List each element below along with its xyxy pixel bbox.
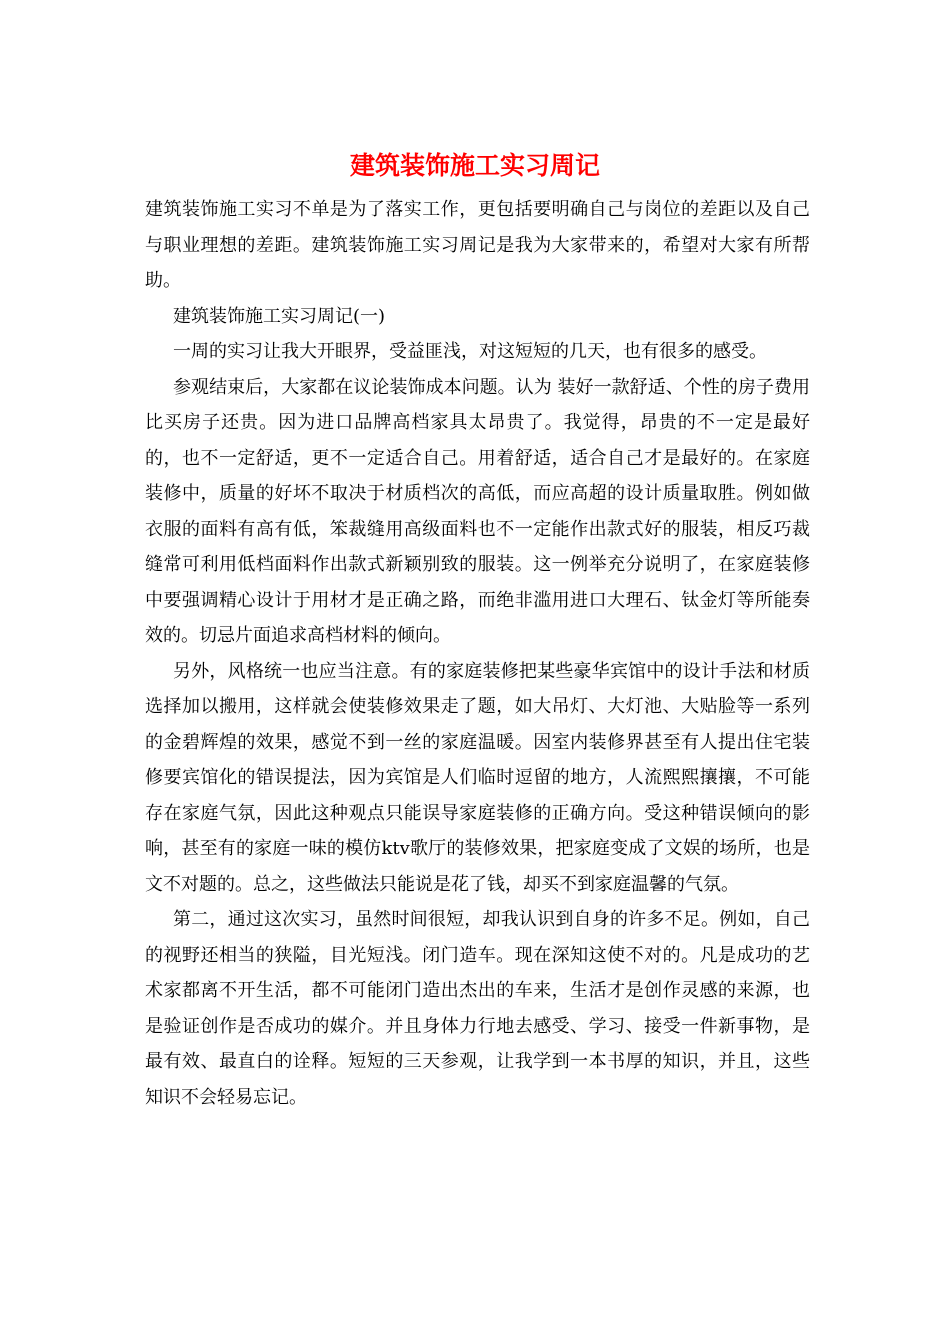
body-paragraph: 参观结束后，大家都在议论装饰成本问题。认为 装好一款舒适、个性的房子费用比买房子还贵。因为进口品牌高档家具太昂贵了。我觉得，昂贵的不一定是最好的，也不一定舒适，更不一定适合自己。用着舒适，适合自己才是最好的。在家庭装修中，质量的好坏不取决于材质档次的高低，而应高超的设计质量取胜。例如做衣服的面料有高有低，笨裁缝用高级面料也不一定能作出款式好的服装，相反巧裁缝常可利用低档面料作出款式新颖别致的服装。这一例举充分说明了，在家庭装修中要强调精心设计于用材才是正确之路，而绝非滥用进口大理石、钛金灯等所能奏效的。切忌片面追求高档材料的倾向。	[145, 376, 810, 646]
section-heading: 建筑装饰施工实习周记(一)	[173, 305, 386, 327]
body-paragraph: 另外，风格统一也应当注意。有的家庭装修把某些豪华宾馆中的设计手法和材质选择加以搬用，这样就会使装修效果走了题，如大吊灯、大灯池、大贴脸等一系列的金碧辉煌的效果，感觉不到一丝的家庭温暖。因室内装修界甚至有人提出住宅装修要宾馆化的错误提法，因为宾馆是人们临时逗留的地方，人流熙熙攘攘，不可能存在家庭气氛，因此这种观点只能误导家庭装修的正确方向。受这种错误倾向的影响，甚至有的家庭一味的模仿ktv歌厅的装修效果，把家庭变成了文娱的场所，也是文不对题的。总之，这些做法只能说是花了钱，却买不到家庭温馨的气氛。	[145, 660, 810, 895]
document-body	[145, 192, 810, 1115]
page-title: 建筑装饰施工实习周记	[349, 151, 600, 180]
body-paragraph: 第二，通过这次实习，虽然时间很短，却我认识到自身的许多不足。例如，自己的视野还相当的狭隘，目光短浅。闭门造车。现在深知这使不对的。凡是成功的艺术家都离不开生活，都不可能闭门造出杰出的车来，生活才是创作灵感的来源，也是验证创作是否成功的媒介。并且身体力行地去感受、学习、接受一件新事物，是最有效、最直白的诠释。短短的三天参观，让我学到一本书厚的知识，并且，这些知识不会轻易忘记。	[145, 909, 810, 1108]
body-paragraph: 一周的实习让我大开眼界，受益匪浅，对这短短的几天，也有很多的感受。	[173, 341, 767, 362]
intro-paragraph: 建筑装饰施工实习不单是为了落实工作，更包括要明确自己与岗位的差距以及自己与职业理想的差距。建筑装饰施工实习周记是我为大家带来的，希望对大家有所帮助。	[145, 199, 810, 291]
